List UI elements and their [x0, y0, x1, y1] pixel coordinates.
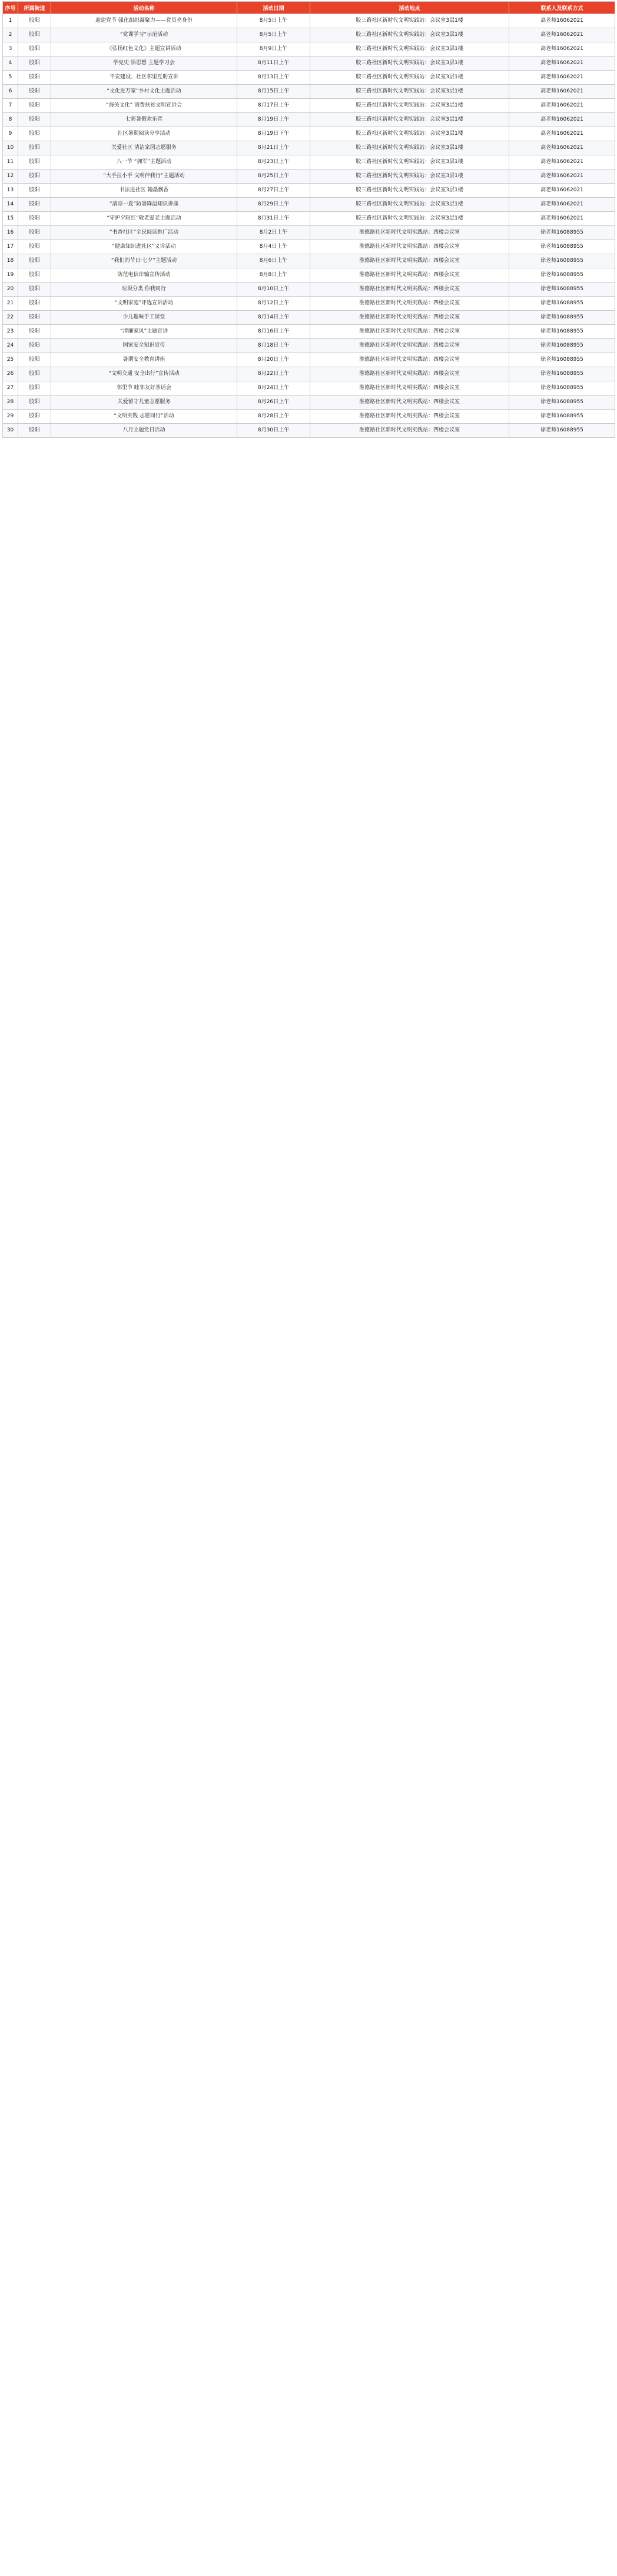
cell-activity-name: “健康知识进社区”义诊活动 — [51, 240, 237, 254]
cell-index: 24 — [3, 339, 18, 353]
cell-activity-name: 关爱社区 清洁家园志愿服务 — [51, 141, 237, 155]
cell-street: 胶阳 — [18, 85, 51, 99]
cell-index: 21 — [3, 297, 18, 311]
cell-activity-name: 邻里节 睦邻友好茶话会 — [51, 381, 237, 395]
cell-street: 胶阳 — [18, 71, 51, 85]
table-row — [3, 198, 615, 212]
table-row — [3, 311, 615, 325]
table-row — [3, 367, 615, 381]
table-row — [3, 254, 615, 268]
cell-activity-date: 8月31日上午 — [237, 212, 310, 226]
cell-activity-date: 8月8日上午 — [237, 268, 310, 282]
cell-contact: 高老师16062021 — [509, 113, 615, 127]
table-row — [3, 240, 615, 254]
cell-index: 5 — [3, 71, 18, 85]
cell-activity-date: 8月13日上午 — [237, 71, 310, 85]
cell-contact: 高老师16062021 — [509, 184, 615, 198]
table-row — [3, 42, 615, 56]
cell-contact: 高老师16062021 — [509, 71, 615, 85]
cell-activity-date: 8月11日上午 — [237, 56, 310, 71]
cell-activity-name: “守护夕阳红”敬老爱老主题活动 — [51, 212, 237, 226]
table-row — [3, 127, 615, 141]
cell-contact: 高老师16062021 — [509, 212, 615, 226]
cell-activity-place: 胶三路社区新时代文明实践站：会议室3层1楼 — [310, 155, 509, 169]
header-activity-name: 活动名称 — [51, 2, 237, 14]
header-activity-place: 活动地点 — [310, 2, 509, 14]
cell-activity-place: 胶三路社区新时代文明实践站：会议室3层1楼 — [310, 141, 509, 155]
cell-activity-date: 8月6日上午 — [237, 254, 310, 268]
cell-street: 胶阳 — [18, 141, 51, 155]
cell-street: 胶阳 — [18, 410, 51, 424]
header-street: 所属街道 — [18, 2, 51, 14]
cell-activity-name: 平安建设、社区邻里互助宣讲 — [51, 71, 237, 85]
cell-street: 胶阳 — [18, 353, 51, 367]
cell-index: 18 — [3, 254, 18, 268]
table-row — [3, 113, 615, 127]
cell-activity-name: 八一节 “拥军”主题活动 — [51, 155, 237, 169]
table-row — [3, 226, 615, 240]
cell-activity-name: 少儿趣味手工课堂 — [51, 311, 237, 325]
activity-schedule-table — [2, 1, 615, 438]
header-activity-date: 活动日期 — [237, 2, 310, 14]
cell-street: 胶阳 — [18, 268, 51, 282]
cell-contact: 徐老师16088955 — [509, 325, 615, 339]
cell-contact: 徐老师16088955 — [509, 339, 615, 353]
cell-contact: 徐老师16088955 — [509, 424, 615, 438]
cell-index: 6 — [3, 85, 18, 99]
cell-activity-date: 8月28日上午 — [237, 410, 310, 424]
table-row — [3, 297, 615, 311]
cell-index: 30 — [3, 424, 18, 438]
cell-index: 2 — [3, 28, 18, 42]
cell-activity-date: 8月4日上午 — [237, 240, 310, 254]
cell-activity-place: 胶三路社区新时代文明实践站：会议室3层1楼 — [310, 99, 509, 113]
cell-street: 胶阳 — [18, 254, 51, 268]
cell-activity-place: 淮德路社区新时代文明实践站：四楼会议室 — [310, 353, 509, 367]
cell-activity-date: 8月30日上午 — [237, 424, 310, 438]
cell-activity-place: 淮德路社区新时代文明实践站：四楼会议室 — [310, 381, 509, 395]
cell-activity-date: 8月21日上午 — [237, 141, 310, 155]
cell-contact: 高老师16062021 — [509, 169, 615, 184]
cell-activity-name: 国家安全知识宣传 — [51, 339, 237, 353]
cell-activity-date: 8月15日上午 — [237, 85, 310, 99]
table-row — [3, 395, 615, 410]
cell-contact: 徐老师16088955 — [509, 353, 615, 367]
cell-street: 胶阳 — [18, 56, 51, 71]
cell-activity-date: 8月22日上午 — [237, 367, 310, 381]
cell-activity-date: 8月29日上午 — [237, 198, 310, 212]
table-row — [3, 325, 615, 339]
cell-contact: 高老师16062021 — [509, 141, 615, 155]
cell-activity-name: 防范电信诈骗宣传活动 — [51, 268, 237, 282]
cell-index: 26 — [3, 367, 18, 381]
cell-activity-name: 社区暑期阅读分享活动 — [51, 127, 237, 141]
cell-activity-place: 胶三路社区新时代文明实践站：会议室3层1楼 — [310, 127, 509, 141]
cell-street: 胶阳 — [18, 240, 51, 254]
cell-contact: 徐老师16088955 — [509, 240, 615, 254]
cell-activity-place: 淮德路社区新时代文明实践站：四楼会议室 — [310, 282, 509, 297]
cell-street: 胶阳 — [18, 282, 51, 297]
cell-activity-name: “文明实践 志愿同行”活动 — [51, 410, 237, 424]
cell-activity-place: 胶三路社区新时代文明实践站：会议室3层1楼 — [310, 113, 509, 127]
cell-activity-date: 8月2日上午 — [237, 226, 310, 240]
table-row — [3, 339, 615, 353]
cell-activity-place: 淮德路社区新时代文明实践站：四楼会议室 — [310, 268, 509, 282]
cell-contact: 徐老师16088955 — [509, 254, 615, 268]
cell-activity-date: 8月14日上午 — [237, 311, 310, 325]
cell-index: 16 — [3, 226, 18, 240]
table-row — [3, 424, 615, 438]
cell-contact: 徐老师16088955 — [509, 311, 615, 325]
table-row — [3, 155, 615, 169]
cell-activity-place: 胶三路社区新时代文明实践站：会议室3层1楼 — [310, 198, 509, 212]
cell-street: 胶阳 — [18, 169, 51, 184]
cell-activity-place: 淮德路社区新时代文明实践站：四楼会议室 — [310, 311, 509, 325]
cell-activity-date: 8月18日上午 — [237, 339, 310, 353]
cell-index: 29 — [3, 410, 18, 424]
cell-street: 胶阳 — [18, 184, 51, 198]
cell-activity-place: 淮德路社区新时代文明实践站：四楼会议室 — [310, 325, 509, 339]
cell-index: 12 — [3, 169, 18, 184]
cell-index: 1 — [3, 14, 18, 28]
cell-activity-place: 淮德路社区新时代文明实践站：四楼会议室 — [310, 424, 509, 438]
table-row — [3, 282, 615, 297]
cell-index: 4 — [3, 56, 18, 71]
table-body — [3, 14, 615, 438]
table-row — [3, 212, 615, 226]
cell-index: 23 — [3, 325, 18, 339]
cell-activity-name: 七彩暑假欢乐营 — [51, 113, 237, 127]
cell-street: 胶阳 — [18, 381, 51, 395]
header-index: 序号 — [3, 2, 18, 14]
cell-street: 胶阳 — [18, 325, 51, 339]
cell-activity-place: 淮德路社区新时代文明实践站：四楼会议室 — [310, 410, 509, 424]
table-row — [3, 268, 615, 282]
cell-index: 11 — [3, 155, 18, 169]
cell-street: 胶阳 — [18, 367, 51, 381]
cell-contact: 高老师16062021 — [509, 99, 615, 113]
cell-index: 7 — [3, 99, 18, 113]
cell-street: 胶阳 — [18, 297, 51, 311]
cell-index: 20 — [3, 282, 18, 297]
cell-contact: 徐老师16088955 — [509, 268, 615, 282]
cell-activity-place: 淮德路社区新时代文明实践站：四楼会议室 — [310, 367, 509, 381]
table-row — [3, 14, 615, 28]
cell-activity-date: 8月23日上午 — [237, 155, 310, 169]
cell-street: 胶阳 — [18, 339, 51, 353]
cell-activity-place: 胶三路社区新时代文明实践站：会议室3层1楼 — [310, 85, 509, 99]
cell-activity-name: 关爱留守儿童志愿服务 — [51, 395, 237, 410]
cell-activity-place: 胶三路社区新时代文明实践站：会议室3层1楼 — [310, 71, 509, 85]
cell-activity-name: 书法进社区 翰墨飘香 — [51, 184, 237, 198]
cell-contact: 徐老师16088955 — [509, 367, 615, 381]
cell-index: 15 — [3, 212, 18, 226]
cell-contact: 高老师16062021 — [509, 14, 615, 28]
cell-street: 胶阳 — [18, 226, 51, 240]
cell-index: 14 — [3, 198, 18, 212]
cell-activity-place: 淮德路社区新时代文明实践站：四楼会议室 — [310, 339, 509, 353]
cell-contact: 高老师16062021 — [509, 85, 615, 99]
cell-contact: 高老师16062021 — [509, 28, 615, 42]
cell-activity-date: 8月19日下午 — [237, 127, 310, 141]
cell-activity-place: 胶三路社区新时代文明实践站：会议室3层1楼 — [310, 212, 509, 226]
cell-activity-date: 8月19日上午 — [237, 113, 310, 127]
cell-contact: 高老师16062021 — [509, 155, 615, 169]
cell-activity-name: 学党史 悟思想 主题学习会 — [51, 56, 237, 71]
cell-activity-place: 淮德路社区新时代文明实践站：四楼会议室 — [310, 226, 509, 240]
cell-index: 9 — [3, 127, 18, 141]
cell-activity-date: 8月10日上午 — [237, 282, 310, 297]
cell-contact: 徐老师16088955 — [509, 226, 615, 240]
cell-contact: 徐老师16088955 — [509, 297, 615, 311]
cell-street: 胶阳 — [18, 113, 51, 127]
cell-activity-date: 8月20日上午 — [237, 353, 310, 367]
table-row — [3, 85, 615, 99]
cell-contact: 徐老师16088955 — [509, 395, 615, 410]
cell-activity-place: 胶三路社区新时代文明实践站：会议室3层1楼 — [310, 14, 509, 28]
cell-contact: 徐老师16088955 — [509, 410, 615, 424]
cell-activity-name: 《弘扬红色文化》主题宣讲活动 — [51, 42, 237, 56]
cell-index: 22 — [3, 311, 18, 325]
cell-activity-place: 淮德路社区新时代文明实践站：四楼会议室 — [310, 395, 509, 410]
table-row — [3, 99, 615, 113]
cell-activity-name: “书香社区”全民阅读推广活动 — [51, 226, 237, 240]
cell-contact: 徐老师16088955 — [509, 381, 615, 395]
cell-street: 胶阳 — [18, 424, 51, 438]
cell-index: 25 — [3, 353, 18, 367]
cell-activity-date: 8月5日上午 — [237, 14, 310, 28]
cell-activity-place: 胶三路社区新时代文明实践站：会议室3层1楼 — [310, 42, 509, 56]
cell-activity-name: “文明家庭”评选宣讲活动 — [51, 297, 237, 311]
cell-activity-name: “清凉一夏”防暑降温知识讲座 — [51, 198, 237, 212]
cell-activity-name: “清廉家风”主题宣讲 — [51, 325, 237, 339]
cell-activity-name: “海关文化” 消费扶贫文明宣讲会 — [51, 99, 237, 113]
cell-activity-name: “文明交通 安全出行”宣传活动 — [51, 367, 237, 381]
cell-activity-date: 8月25日上午 — [237, 169, 310, 184]
cell-contact: 高老师16062021 — [509, 198, 615, 212]
cell-activity-date: 8月27日上午 — [237, 184, 310, 198]
cell-contact: 高老师16062021 — [509, 42, 615, 56]
cell-index: 8 — [3, 113, 18, 127]
table-row — [3, 184, 615, 198]
cell-activity-date: 8月26日上午 — [237, 395, 310, 410]
cell-activity-date: 8月17日上午 — [237, 99, 310, 113]
cell-index: 3 — [3, 42, 18, 56]
cell-activity-date: 8月24日上午 — [237, 381, 310, 395]
cell-activity-place: 淮德路社区新时代文明实践站：四楼会议室 — [310, 297, 509, 311]
cell-activity-place: 胶三路社区新时代文明实践站：会议室3层1楼 — [310, 56, 509, 71]
header-contact: 联系人及联系方式 — [509, 2, 615, 14]
cell-street: 胶阳 — [18, 395, 51, 410]
cell-activity-name: “大手拉小手 文明伴我行”主题活动 — [51, 169, 237, 184]
table-row — [3, 353, 615, 367]
cell-street: 胶阳 — [18, 212, 51, 226]
cell-activity-name: 迎建党节 强化组织凝聚力——党员亮身份 — [51, 14, 237, 28]
cell-activity-name: 八月主题党日活动 — [51, 424, 237, 438]
cell-activity-name: “我们的节日·七夕”主题活动 — [51, 254, 237, 268]
cell-street: 胶阳 — [18, 127, 51, 141]
cell-street: 胶阳 — [18, 99, 51, 113]
cell-activity-name: 暑期安全教育讲座 — [51, 353, 237, 367]
cell-street: 胶阳 — [18, 198, 51, 212]
cell-index: 17 — [3, 240, 18, 254]
table-row — [3, 410, 615, 424]
cell-activity-place: 淮德路社区新时代文明实践站：四楼会议室 — [310, 254, 509, 268]
cell-street: 胶阳 — [18, 14, 51, 28]
cell-contact: 徐老师16088955 — [509, 282, 615, 297]
cell-index: 10 — [3, 141, 18, 155]
cell-index: 27 — [3, 381, 18, 395]
cell-activity-name: “文化进万家”乡村文化主题活动 — [51, 85, 237, 99]
cell-activity-date: 8月5日上午 — [237, 28, 310, 42]
cell-activity-place: 胶三路社区新时代文明实践站：会议室3层1楼 — [310, 169, 509, 184]
table-row — [3, 56, 615, 71]
table-row — [3, 71, 615, 85]
table-row — [3, 28, 615, 42]
cell-index: 13 — [3, 184, 18, 198]
table-header-row — [3, 2, 615, 14]
cell-activity-name: 垃圾分类 你我同行 — [51, 282, 237, 297]
cell-contact: 高老师16062021 — [509, 56, 615, 71]
cell-activity-place: 胶三路社区新时代文明实践站：会议室3层1楼 — [310, 184, 509, 198]
table-row — [3, 141, 615, 155]
cell-activity-date: 8月9日上午 — [237, 42, 310, 56]
cell-activity-date: 8月16日上午 — [237, 325, 310, 339]
cell-street: 胶阳 — [18, 42, 51, 56]
cell-street: 胶阳 — [18, 28, 51, 42]
cell-index: 19 — [3, 268, 18, 282]
cell-street: 胶阳 — [18, 311, 51, 325]
table-row — [3, 169, 615, 184]
cell-index: 28 — [3, 395, 18, 410]
cell-contact: 高老师16062021 — [509, 127, 615, 141]
cell-activity-name: “党课学习”示范活动 — [51, 28, 237, 42]
cell-street: 胶阳 — [18, 155, 51, 169]
cell-activity-date: 8月12日上午 — [237, 297, 310, 311]
cell-activity-place: 淮德路社区新时代文明实践站：四楼会议室 — [310, 240, 509, 254]
table-row — [3, 381, 615, 395]
cell-activity-place: 胶三路社区新时代文明实践站：会议室3层1楼 — [310, 28, 509, 42]
